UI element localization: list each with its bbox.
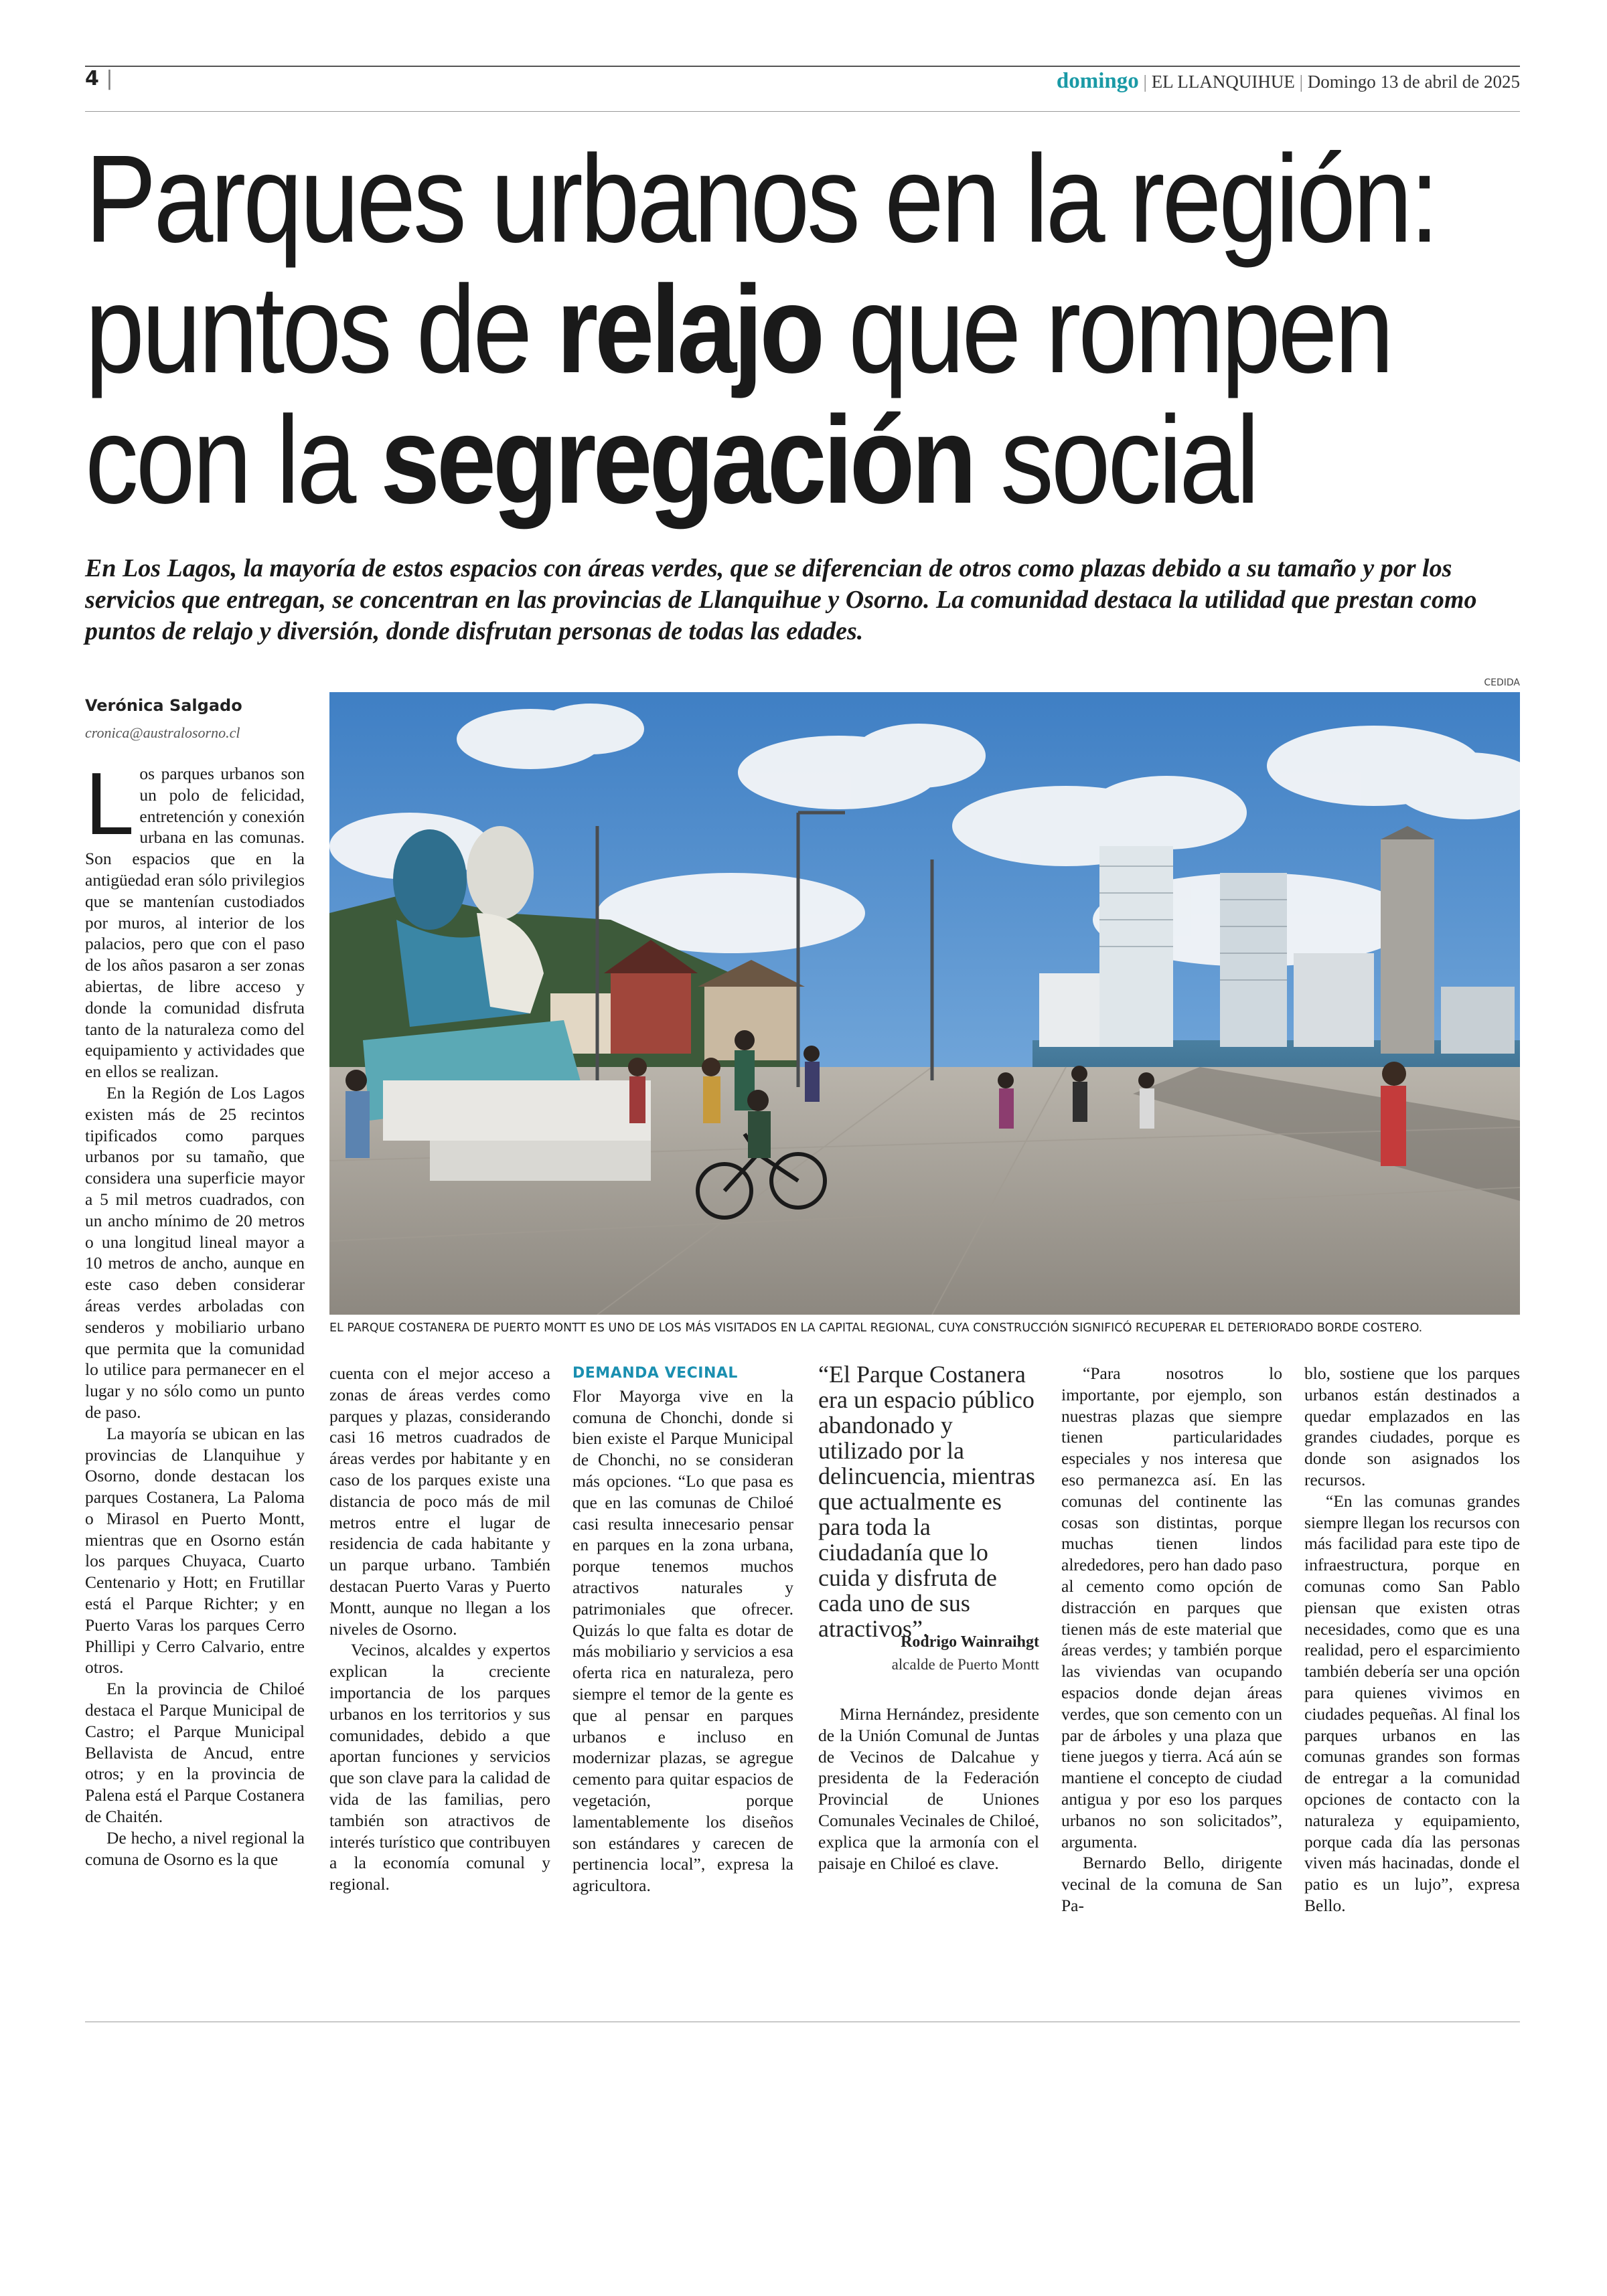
article-photo: [329, 692, 1520, 1315]
quote-author: Rodrigo Wainraihgt: [901, 1633, 1039, 1651]
paragraph: Los parques urbanos son un polo de felicidad, entretención y conexión urbana en las comunas. Son espacios que en la antigüedad eran sólo privilegios que se mantenían custodiados por muros, al interior de los palacios, pero que con el paso de los años pasaron a ser zonas abiertas, de libre acceso y donde la comunidad disfruta tanto de la naturaleza como del equipamiento y actividades que en ellos se realizan.: [85, 754, 305, 1082]
section-name: domingo: [1056, 69, 1139, 93]
drop-cap: L: [85, 754, 135, 853]
paragraph: La mayoría se ubican en las provincias de Llanquihue y Osorno, donde destacan los parques Costanera, La Paloma o Mirasol en Puerto Montt, mientras que en Osorno están los parques Chuyaca, Cuarto Centenario y Hott; en Frutillar está el Parque Richter; y en Puerto Varas los parques Cerro Phillipi y Cerro Calvario, entre otros.: [85, 1423, 305, 1677]
quote-author-role: alcalde de Puerto Montt: [891, 1656, 1039, 1673]
page-number: 4 |: [85, 67, 113, 90]
column-6: [1304, 1363, 1520, 1916]
newspaper-name: EL LLANQUIHUE: [1151, 72, 1295, 92]
paragraph: cuenta con el mejor acceso a zonas de áreas verdes como parques y plazas, considerando casi 16 metros cuadrados de áreas verdes por habitante y en caso de los parques existe una distancia de poco más de mil metros entre el lugar de residencia de cada habitante y un parque urbano. También destacan Puerto Varas y Puerto Montt, aunque no llegan a los niveles de Osorno.: [329, 1364, 550, 1639]
headline-line-1: Parques urbanos en la región:: [85, 130, 1437, 268]
paragraph: “Para nosotros lo importante, por ejemplo, son nuestras plazas que siempre tienen particularidades especiales y nos interesa que eso permanezca así. En las comunas del continente las cosas son distintas, porque muchas tienen lindos alrededores, pero han dado paso al cemento como opción de distracción en parques que tienen más de este material que áreas verdes; y también porque las viviendas van ocupando espacios donde dejan áreas verdes, que son cemento con un par de árboles y una plaza que tiene juegos y tierra. Acá aún se mantiene el concepto de ciudad antigua y por eso los parques urbanos no son solicitados”, argumenta.: [1061, 1364, 1282, 1852]
column-5: [1061, 1363, 1282, 1916]
paragraph: En la Región de Los Lagos existen más de 25 recintos tipificados como parques urbanos por su tamaño, que considera una superficie mayor a 5 mil metros cuadrados, con un ancho mínimo de 20 metros o una longitud lineal mayor a 10 metros de ancho, aunque en este caso deben considerar áreas verdes arboladas con senderos y mobiliario urbano que permita que la comunidad lo utilice para permanecer en el lugar y no sólo como un punto de paso.: [85, 1082, 305, 1422]
column-1: [85, 754, 305, 1870]
column-3: [572, 1363, 793, 1896]
paragraph: De hecho, a nivel regional la comuna de Osorno es la que: [85, 1827, 305, 1869]
byline: [85, 696, 242, 742]
issue-date: Domingo 13 de abril de 2025: [1307, 72, 1520, 92]
column-4: [818, 1704, 1039, 1874]
photo-credit: CEDIDA: [1484, 677, 1520, 688]
paragraph: blo, sostiene que los parques urbanos están destinados a quedar emplazados en las grandes ciudades, porque es donde son asignados los recursos.: [1304, 1364, 1520, 1489]
headline-line-2: puntos de relajo que rompen: [85, 260, 1391, 399]
photo-caption: EL PARQUE COSTANERA DE PUERTO MONTT ES UNO DE LOS MÁS VISITADOS EN LA CAPITAL REGIONAL, CUYA CONSTRUCCIÓN SIGNIFICÓ RECUPERAR EL DETERIORADO BORDE COSTERO.: [329, 1321, 1423, 1335]
pull-quote: “El Parque Costanera era un espacio público abandonado y utilizado por la delincuencia, mientras que actualmente es para toda la ciudadanía que lo cuida y disfruta de cada uno de sus atractivos”.: [818, 1361, 1035, 1642]
author-name: Verónica Salgado: [85, 696, 242, 715]
headline-line-3: con la segregación social: [85, 391, 1257, 529]
costanera-park-illustration: [329, 692, 1520, 1315]
author-email: cronica@australosorno.cl: [85, 724, 240, 741]
paragraph: “En las comunas grandes siempre llegan los recursos con más facilidad para este tipo de infraestructura, porque en comunas como San Pablo piensan que existen otras necesidades, como que es una realidad, pero el esparcimiento también debería ser una opción para quienes vivimos en ciudades pequeñas. Al final los parques urbanos en las comunas grandes son formas de entregar a la comunidad opciones de contacto con la naturaleza y equipamiento, porque cada día las personas viven más hacinadas, donde el patio es un lujo”, expresa Bello.: [1304, 1491, 1520, 1915]
paragraph: Bernardo Bello, dirigente vecinal de la comuna de San Pa-: [1061, 1853, 1282, 1915]
paragraph: En la provincia de Chiloé destaca el Parque Municipal de Castro; el Parque Municipal Bellavista de Ancud, entre otros; y en la provincia de Palena está el Parque Costanera de Chaitén.: [85, 1679, 305, 1827]
headline: [85, 130, 1437, 529]
paragraph: Flor Mayorga vive en la comuna de Chonchi, donde si bien existe el Parque Municipal de Chonchi, no se consideran más opciones. “Lo que pasa es que en las comunas de Chiloé casi resulta innecesario pensar en parques en la zona urbana, porque tenemos muchos atractivos naturales y patrimoniales que ofrecer. Quizás lo que falta es dotar de más mobiliario y servicios a esa oferta rica en naturaleza, pero siempre el temor de la gente es que al pensar en parques urbanos e incluso en modernizar plazas, se agregue cemento para quitar espacios de vegetación, porque lamentablemente los diseños son estándares y carecen de pertinencia local”, expresa la agricultora.: [572, 1386, 793, 1896]
header-bottom-rule: [85, 111, 1520, 112]
header-top-rule: [85, 66, 1520, 67]
header-masthead: domingo | EL LLANQUIHUE | Domingo 13 de abril de 2025: [1056, 69, 1520, 93]
column-2: [329, 1363, 550, 1895]
paragraph: Mirna Hernández, presidente de la Unión Comunal de Juntas de Vecinos de Dalcahue y presidenta de la Federación Provincial de Uniones Comunales Vecinales de Chiloé, explica que la armonía con el paisaje en Chiloé es clave.: [818, 1704, 1039, 1873]
paragraph: Vecinos, alcaldes y expertos explican la creciente importancia de los parques urbanos en los territorios y sus comunidades, debido a que aportan funciones y servicios que son clave para la calidad de vida de las familias, pero también son atractivos de interés turístico que contribuyen a la economía comunal y regional.: [329, 1640, 550, 1894]
subhead: DEMANDA VECINAL: [572, 1365, 738, 1382]
lede: En Los Lagos, la mayoría de estos espacios con áreas verdes, que se diferencian de otros como plazas debido a su tamaño y por los servicios que entregan, se concentran en las provincias de Llanquihue y Osorno. La comunidad destaca la utilidad que prestan como puntos de relajo y diversión, donde disfrutan personas de todas las edades.: [85, 554, 1477, 645]
